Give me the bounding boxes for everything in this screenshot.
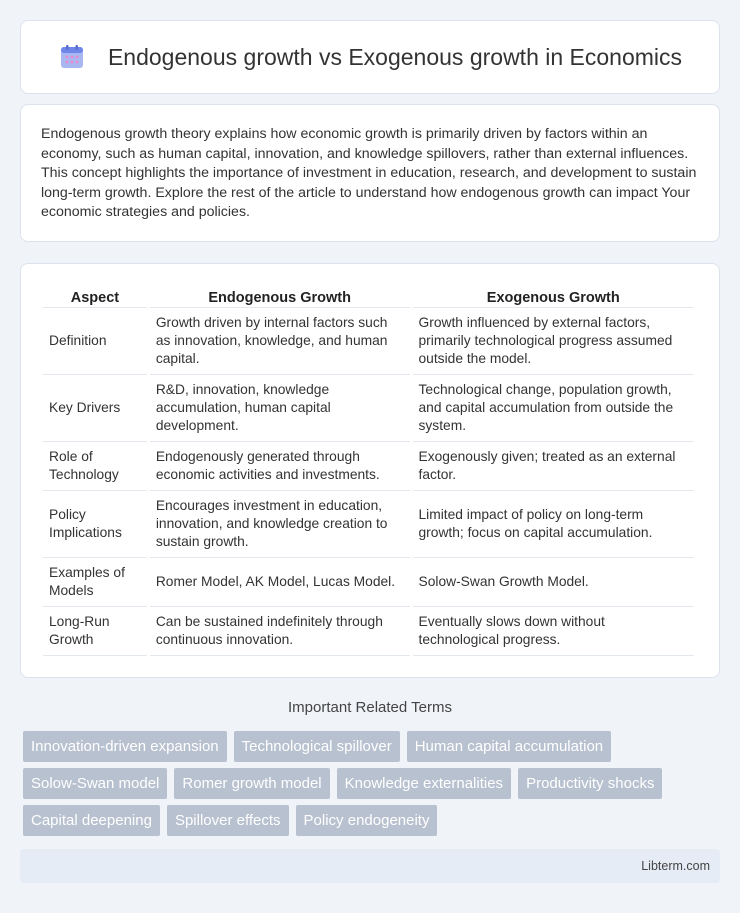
footer-site-link[interactable]: Libterm.com [641, 859, 710, 873]
row-exogenous: Eventually slows down without technological progress. [413, 607, 695, 656]
table-header-row [43, 286, 694, 308]
tag-row [23, 768, 723, 799]
row-aspect: Key Drivers [43, 375, 147, 442]
row-endogenous: Encourages investment in education, innovation, and knowledge creation to sustain growth. [150, 491, 410, 558]
tag-row [23, 731, 723, 762]
header-aspect: Aspect [43, 286, 147, 308]
tag-solow-swan-model[interactable]: Solow-Swan model [23, 768, 167, 799]
row-aspect: Examples of Models [43, 558, 147, 607]
tag-knowledge-externalities[interactable]: Knowledge externalities [337, 768, 511, 799]
calendar-icon [58, 43, 86, 71]
comparison-table [40, 286, 697, 656]
tag-innovation-driven-expansion[interactable]: Innovation-driven expansion [23, 731, 227, 762]
row-aspect: Policy Implications [43, 491, 147, 558]
table-row [43, 308, 694, 375]
row-aspect: Long-Run Growth [43, 607, 147, 656]
related-terms-title: Important Related Terms [288, 699, 452, 716]
row-endogenous: Endogenously generated through economic activities and investments. [150, 442, 410, 491]
intro-text: Endogenous growth theory explains how economic growth is primarily driven by factors within an economy, such as human capital, innovation, and knowledge spillovers, rather than external influences. This concept highlights the importance of investment in education, research, and development to sustain long-term growth. Explore the rest of the article to understand how endogenous growth can impact Your economic strategies and policies. [41, 126, 697, 221]
tag-spillover-effects[interactable]: Spillover effects [167, 805, 289, 836]
header-exogenous: Exogenous Growth [413, 286, 695, 308]
comparison-table-card [20, 263, 720, 678]
tag-row [23, 805, 723, 836]
tag-capital-deepening[interactable]: Capital deepening [23, 805, 160, 836]
table-row [43, 491, 694, 558]
footer [20, 849, 720, 883]
row-exogenous: Exogenously given; treated as an external factor. [413, 442, 695, 491]
header-endogenous: Endogenous Growth [150, 286, 410, 308]
table-row [43, 558, 694, 607]
table-row [43, 442, 694, 491]
row-aspect: Definition [43, 308, 147, 375]
row-exogenous: Solow-Swan Growth Model. [413, 558, 695, 607]
row-exogenous: Limited impact of policy on long-term growth; focus on capital accumulation. [413, 491, 695, 558]
row-endogenous: Growth driven by internal factors such as innovation, knowledge, and human capital. [150, 308, 410, 375]
intro-card [20, 104, 720, 242]
table-row [43, 375, 694, 442]
row-exogenous: Growth influenced by external factors, primarily technological progress assumed outside the model. [413, 308, 695, 375]
row-aspect: Role of Technology [43, 442, 147, 491]
tag-policy-endogeneity[interactable]: Policy endogeneity [296, 805, 438, 836]
row-endogenous: Can be sustained indefinitely through continuous innovation. [150, 607, 410, 656]
table-row [43, 607, 694, 656]
related-terms-tags [23, 731, 723, 842]
tag-human-capital-accumulation[interactable]: Human capital accumulation [407, 731, 611, 762]
tag-technological-spillover[interactable]: Technological spillover [234, 731, 400, 762]
page-title: Endogenous growth vs Exogenous growth in Economics [107, 43, 683, 70]
tag-productivity-shocks[interactable]: Productivity shocks [518, 768, 662, 799]
row-endogenous: Romer Model, AK Model, Lucas Model. [150, 558, 410, 607]
row-endogenous: R&D, innovation, knowledge accumulation, human capital development. [150, 375, 410, 442]
tag-romer-growth-model[interactable]: Romer growth model [174, 768, 329, 799]
header-card [20, 20, 720, 94]
row-exogenous: Technological change, population growth, and capital accumulation from outside the system. [413, 375, 695, 442]
